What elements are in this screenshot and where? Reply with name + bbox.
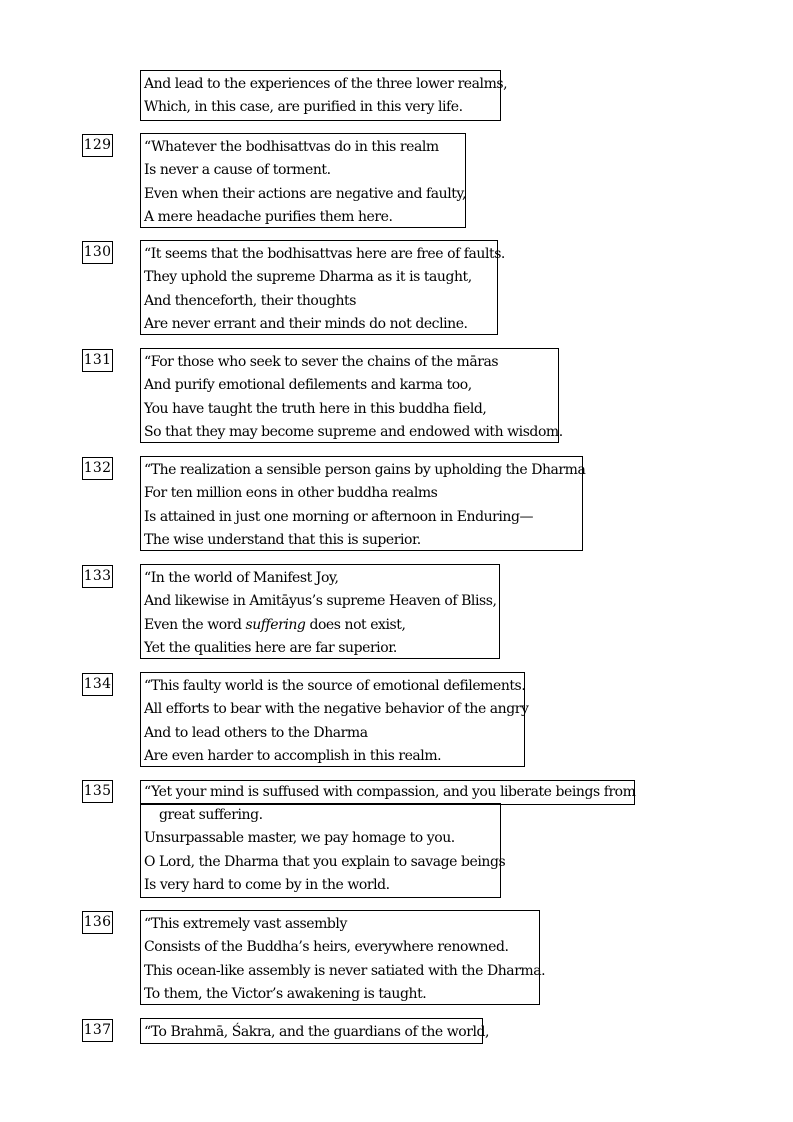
verse-line: Are even harder to accomplish in this realm. — [144, 747, 442, 764]
verse-line-part: Even the word — [144, 616, 246, 633]
verse-line: They uphold the supreme Dharma as it is taught, — [144, 269, 472, 286]
verse-text-133 — [140, 564, 500, 659]
verse-line: “Yet your mind is suffused with compassion, and you liberate beings from — [144, 784, 636, 800]
verse-text-137 — [140, 1018, 490, 1044]
verse-number: 137 — [82, 1019, 113, 1042]
verse-number: 134 — [82, 673, 113, 696]
verse-line — [144, 614, 496, 637]
verse-number: 131 — [82, 349, 113, 372]
verse-line: A mere headache purifies them here. — [144, 208, 393, 225]
verse-line: And lead to the experiences of the three lower realms, — [144, 76, 508, 92]
verse-line: Is attained in just one morning or afternoon in Enduring— — [144, 508, 534, 525]
verse-line: The wise understand that this is superior. — [144, 531, 421, 548]
verse-text-135-first — [140, 780, 635, 805]
verse-line: Yet the qualities here are far superior. — [144, 639, 397, 656]
verse-line: For ten million eons in other buddha realms — [144, 485, 438, 502]
verse-text-131 — [140, 348, 563, 443]
verse-line: To them, the Victor’s awakening is taught. — [144, 985, 427, 1002]
verse-number: 136 — [82, 911, 113, 934]
verse-line: Which, in this case, are purified in this very life. — [144, 99, 463, 116]
verse-line: Even when their actions are negative and faulty, — [144, 185, 467, 202]
verse-line: And purify emotional defilements and karma too, — [144, 377, 472, 394]
verse-line: “In the world of Manifest Joy, — [144, 570, 339, 586]
verse-line: Unsurpassable master, we pay homage to you. — [144, 830, 455, 847]
verse-line: “It seems that the bodhisattvas here are free of faults. — [144, 246, 505, 262]
verse-line: Is never a cause of torment. — [144, 162, 331, 179]
verse-line: So that they may become supreme and endowed with wisdom. — [144, 423, 563, 440]
verse-number: 132 — [82, 457, 113, 480]
verse-line: Is very hard to come by in the world. — [144, 876, 390, 893]
verse-line: This ocean-like assembly is never satiated with the Dharma. — [144, 962, 546, 979]
verse-text-135 — [140, 803, 506, 898]
verse-number: 135 — [82, 780, 113, 803]
verse-text-129 — [140, 133, 466, 228]
verse-text-128 — [140, 70, 508, 121]
verse-line: Consists of the Buddha’s heirs, everywhere renowned. — [144, 939, 509, 956]
verse-line: “This faulty world is the source of emotional defilements. — [144, 678, 526, 694]
verse-line: And likewise in Amitāyus’s supreme Heaven of Bliss, — [144, 593, 497, 610]
verse-line: “Whatever the bodhisattvas do in this realm — [144, 139, 439, 155]
verse-text-130 — [140, 240, 505, 335]
verse-line-part: does not exist, — [305, 616, 406, 633]
verse-line: All efforts to bear with the negative behavior of the angry — [144, 701, 529, 718]
verse-text-136 — [140, 910, 546, 1005]
verse-number: 130 — [82, 241, 113, 264]
verse-line: O Lord, the Dharma that you explain to savage beings — [144, 853, 506, 870]
verse-number: 133 — [82, 565, 113, 588]
verse-line: “This extremely vast assembly — [144, 916, 347, 932]
emphasized-word: suffering — [245, 616, 306, 633]
verse-line: You have taught the truth here in this buddha field, — [144, 400, 487, 417]
verse-line: “To Brahmā, Śakra, and the guardians of the world, — [144, 1024, 490, 1040]
verse-text-132 — [140, 456, 586, 551]
verse-line-continuation: great suffering. — [159, 807, 263, 823]
verse-line: “The realization a sensible person gains by upholding the Dharma — [144, 462, 586, 478]
verse-text-134 — [140, 672, 529, 767]
verse-line: And to lead others to the Dharma — [144, 724, 368, 741]
verse-line: “For those who seek to sever the chains of the māras — [144, 354, 499, 370]
verse-number: 129 — [82, 134, 113, 157]
verse-line: And thenceforth, their thoughts — [144, 292, 356, 309]
verse-line: Are never errant and their minds do not decline. — [144, 315, 468, 332]
